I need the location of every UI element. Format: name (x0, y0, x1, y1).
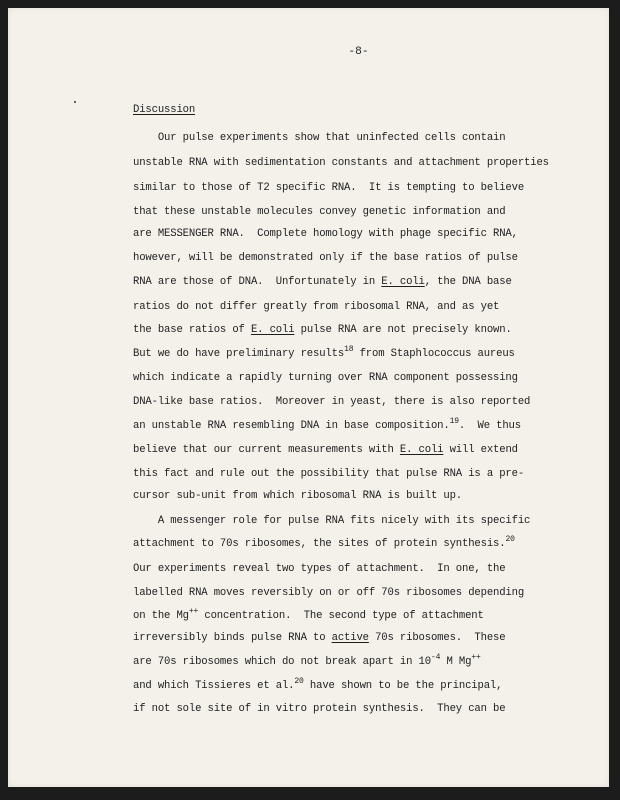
superscript: ++ (471, 653, 481, 662)
superscript: ++ (188, 607, 199, 616)
superscript: 20 (294, 677, 304, 686)
text-segment: RNA are those of DNA. Unfortunately in (133, 276, 382, 288)
text-line (133, 276, 512, 288)
text-line (133, 345, 515, 360)
text-line (133, 703, 505, 715)
text-segment: similar to those of T2 specific RNA. It is tempting to believe (133, 182, 525, 194)
text-segment: irreversibly binds pulse RNA to (133, 632, 332, 644)
text-segment: pulse RNA are not precisely known. (294, 324, 512, 336)
text-line (133, 515, 530, 527)
text-segment: unstable RNA with sedimentation constants and attachment properties (133, 157, 549, 169)
text-segment: which indicate a rapidly turning over RNA component possessing (133, 372, 518, 384)
text-line (133, 535, 515, 550)
text-segment: cursor sub-unit from which ribosomal RNA is built up. (133, 490, 462, 502)
text-segment: however, will be demonstrated only if the base ratios of pulse (133, 252, 518, 264)
text-line (133, 206, 505, 218)
text-segment: the base ratios of (133, 324, 251, 336)
underlined-text: E. coli (250, 324, 295, 336)
document-page (8, 8, 609, 787)
text-segment: Our experiments reveal two types of attachment. In one, the (133, 563, 506, 575)
text-segment: ratios do not differ greatly from ribosomal RNA, and as yet (133, 301, 500, 313)
text-line (133, 228, 518, 240)
superscript: 19 (449, 417, 459, 426)
text-segment: A messenger role for pulse RNA fits nicely with its specific (133, 515, 531, 527)
underlined-text: active (331, 632, 369, 644)
text-line (133, 563, 505, 575)
text-segment: an unstable RNA resembling DNA in base composition. (133, 420, 450, 432)
text-segment: M Mg (440, 656, 472, 668)
page-number: -8- (348, 46, 369, 58)
text-segment: this fact and rule out the possibility that pulse RNA is a pre- (133, 468, 525, 480)
text-segment: concentration. The second type of attachment (198, 610, 484, 622)
text-segment: believe that our current measurements with (133, 444, 400, 456)
text-line (133, 132, 505, 144)
text-line (133, 587, 524, 599)
text-segment: DNA-like base ratios. Moreover in yeast, there is also reported (133, 396, 531, 408)
text-line (133, 396, 530, 408)
text-line (133, 653, 481, 668)
text-line (133, 157, 549, 169)
text-line (133, 252, 518, 264)
text-line (133, 182, 524, 194)
text-line (133, 677, 503, 692)
text-segment: labelled RNA moves reversibly on or off 70s ribosomes depending (133, 587, 525, 599)
underlined-text: E. coli (399, 444, 444, 456)
text-segment: 70s ribosomes. These (368, 632, 506, 644)
text-segment: if not sole site of in vitro protein synthesis. They can be (133, 703, 506, 715)
superscript: 18 (344, 345, 354, 354)
text-line (133, 490, 462, 502)
underlined-text: E. coli (381, 276, 425, 288)
superscript: -4 (430, 653, 441, 662)
text-segment: , the DNA base (424, 276, 512, 288)
text-segment: on the Mg (133, 610, 189, 622)
superscript: 20 (505, 535, 515, 544)
text-segment: attachment to 70s ribosomes, the sites of protein synthesis. (133, 538, 506, 550)
text-line (133, 301, 499, 313)
text-line (133, 632, 505, 644)
text-line (133, 324, 512, 336)
text-line (133, 468, 524, 480)
text-segment: are MESSENGER RNA. Complete homology with phage specific RNA, (133, 228, 518, 240)
text-segment: will extend (443, 444, 518, 456)
text-segment: . We thus (458, 420, 521, 432)
text-line (133, 417, 521, 432)
text-line (133, 372, 518, 384)
text-line (133, 444, 518, 456)
section-heading: Discussion (133, 104, 196, 116)
text-segment: and which Tissieres et al. (133, 680, 295, 692)
text-segment: have shown to be the principal, (303, 680, 503, 692)
text-segment: are 70s ribosomes which do not break apart in 10 (133, 656, 431, 668)
text-segment: from Staphlococcus aureus (353, 348, 515, 360)
text-segment: Our pulse experiments show that uninfected cells contain (133, 132, 506, 144)
text-line (133, 607, 484, 622)
text-segment: But we do have preliminary results (133, 348, 345, 360)
paper-speck (74, 101, 76, 103)
text-segment: that these unstable molecules convey genetic information and (133, 206, 506, 218)
